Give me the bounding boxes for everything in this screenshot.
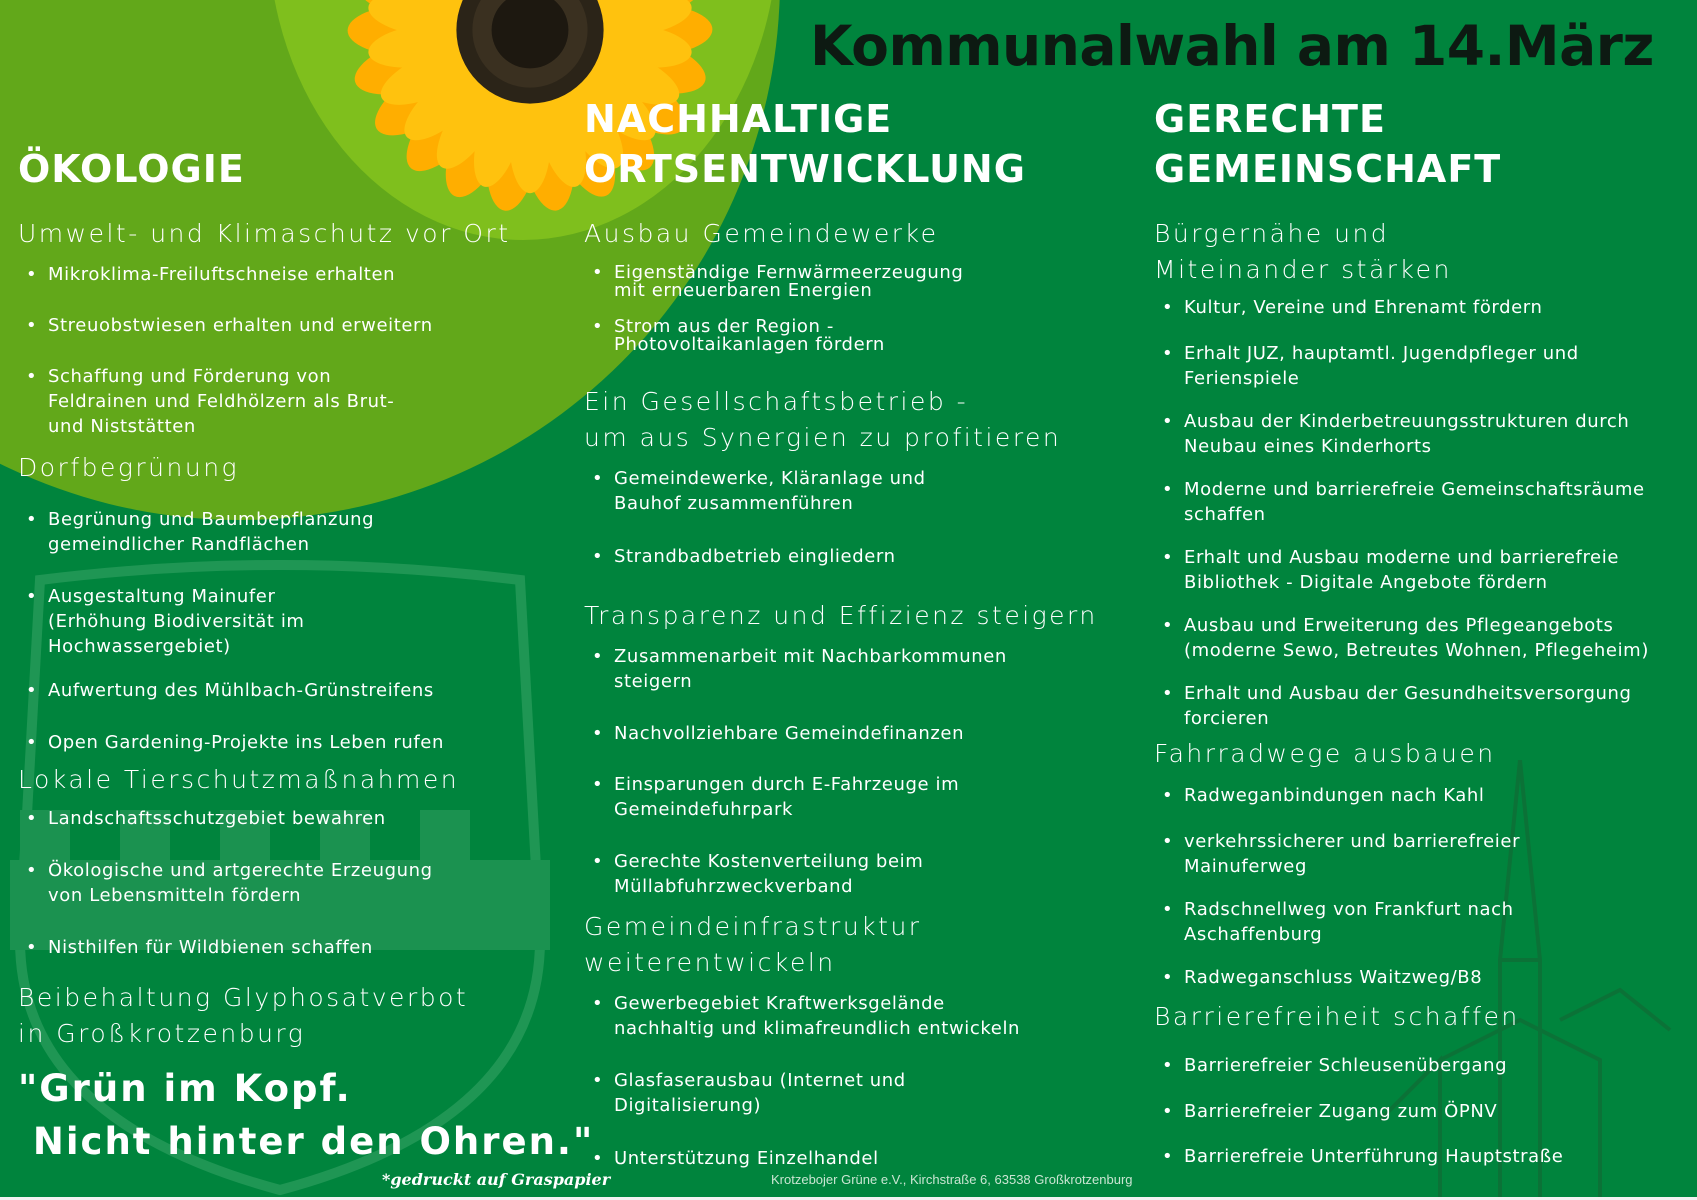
printed-note: *gedruckt auf Graspapier: [382, 1170, 611, 1189]
list-item: • Barrierefreier Zugang zum ÖPNV: [1154, 1099, 1497, 1124]
list-item: • Strandbadbetrieb eingliedern: [584, 544, 896, 569]
list-item: • Gewerbegebiet Kraftwerksgelände nachhaltig und klimafreundlich entwickeln: [584, 991, 1020, 1041]
section-title: Ausbau Gemeindewerke: [584, 219, 939, 248]
slogan: "Grün im Kopf. Nicht hinter den Ohren.": [18, 1067, 595, 1163]
list-item: • Strom aus der Region - Photovoltaikanlagen fördern: [584, 318, 885, 354]
page-title: Kommunalwahl am 14.März: [810, 14, 1654, 78]
list-item: • Radschnellweg von Frankfurt nach Aschaffenburg: [1154, 897, 1514, 947]
section-title: Umwelt- und Klimaschutz vor Ort: [18, 219, 511, 248]
list-item: • Glasfaserausbau (Internet und Digitalisierung): [584, 1068, 906, 1118]
list-item: • Gerechte Kostenverteilung beim Müllabfuhrzweckverband: [584, 849, 923, 899]
list-item: • Eigenständige Fernwärmeerzeugung mit erneuerbaren Energien: [584, 264, 963, 300]
list-item: • Nisthilfen für Wildbienen schaffen: [18, 935, 373, 960]
list-item: • Ausgestaltung Mainufer (Erhöhung Biodiversität im Hochwassergebiet): [18, 584, 305, 659]
list-item: • Erhalt und Ausbau der Gesundheitsversorgung forcieren: [1154, 681, 1632, 731]
list-item: • Gemeindewerke, Kläranlage und Bauhof zusammenführen: [584, 466, 926, 516]
column-heading: GERECHTE GEMEINSCHAFT: [1154, 97, 1502, 191]
list-item: • Streuobstwiesen erhalten und erweitern: [18, 313, 433, 338]
column-heading: ÖKOLOGIE: [18, 147, 245, 191]
list-item: • Moderne und barrierefreie Gemeinschaftsräume schaffen: [1154, 477, 1645, 527]
list-item: • Aufwertung des Mühlbach-Grünstreifens: [18, 678, 434, 703]
list-item: • Ökologische und artgerechte Erzeugung von Lebensmitteln fördern: [18, 858, 433, 908]
list-item: • Begrünung und Baumbepflanzung gemeindlicher Randflächen: [18, 507, 374, 557]
list-item: • Kultur, Vereine und Ehrenamt fördern: [1154, 295, 1543, 320]
list-item: • Barrierefreier Schleusenübergang: [1154, 1053, 1507, 1078]
list-item: • Mikroklima-Freiluftschneise erhalten: [18, 262, 395, 287]
list-item: • Ausbau der Kinderbetreuungsstrukturen durch Neubau eines Kinderhorts: [1154, 409, 1629, 459]
section-title: Ein Gesellschaftsbetrieb - um aus Synergien zu profitieren: [584, 387, 1062, 452]
list-item: • Zusammenarbeit mit Nachbarkommunen steigern: [584, 644, 1007, 694]
list-item: • Erhalt und Ausbau moderne und barrierefreie Bibliothek - Digitale Angebote fördern: [1154, 545, 1619, 595]
section-title: Lokale Tierschutzmaßnahmen: [18, 765, 460, 794]
list-item: • Radweganschluss Waitzweg/B8: [1154, 965, 1482, 990]
section-title: Barrierefreiheit schaffen: [1154, 1002, 1520, 1031]
list-item: • Schaffung und Förderung von Feldrainen und Feldhölzern als Brut- und Niststätten: [18, 364, 394, 439]
section-title: Dorfbegrünung: [18, 453, 240, 482]
list-item: • verkehrssicherer und barrierefreier Mainuferweg: [1154, 829, 1520, 879]
list-item: • Open Gardening-Projekte ins Leben rufen: [18, 730, 444, 755]
list-item: • Nachvollziehbare Gemeindefinanzen: [584, 721, 964, 746]
section-title: Gemeindeinfrastruktur weiterentwickeln: [584, 912, 922, 977]
section-title: Fahrradwege ausbauen: [1154, 739, 1496, 768]
list-item: • Einsparungen durch E-Fahrzeuge im Gemeindefuhrpark: [584, 772, 959, 822]
list-item: • Barrierefreie Unterführung Hauptstraße: [1154, 1144, 1563, 1169]
list-item: • Radweganbindungen nach Kahl: [1154, 783, 1485, 808]
column-heading: NACHHALTIGE ORTSENTWICKLUNG: [584, 97, 1026, 191]
section-title: Beibehaltung Glyphosatverbot in Großkrotzenburg: [18, 983, 469, 1048]
list-item: • Unterstützung Einzelhandel: [584, 1146, 879, 1171]
section-title: Bürgernähe und Miteinander stärken: [1154, 219, 1452, 284]
list-item: • Erhalt JUZ, hauptamtl. Jugendpfleger und Ferienspiele: [1154, 341, 1579, 391]
list-item: • Ausbau und Erweiterung des Pflegeangebots (moderne Sewo, Betreutes Wohnen, Pflegeheim): [1154, 613, 1649, 663]
section-title: Transparenz und Effizienz steigern: [584, 601, 1098, 630]
address: Krotzebojer Grüne e.V., Kirchstraße 6, 63538 Großkrotzenburg: [771, 1172, 1133, 1187]
list-item: • Landschaftsschutzgebiet bewahren: [18, 806, 386, 831]
